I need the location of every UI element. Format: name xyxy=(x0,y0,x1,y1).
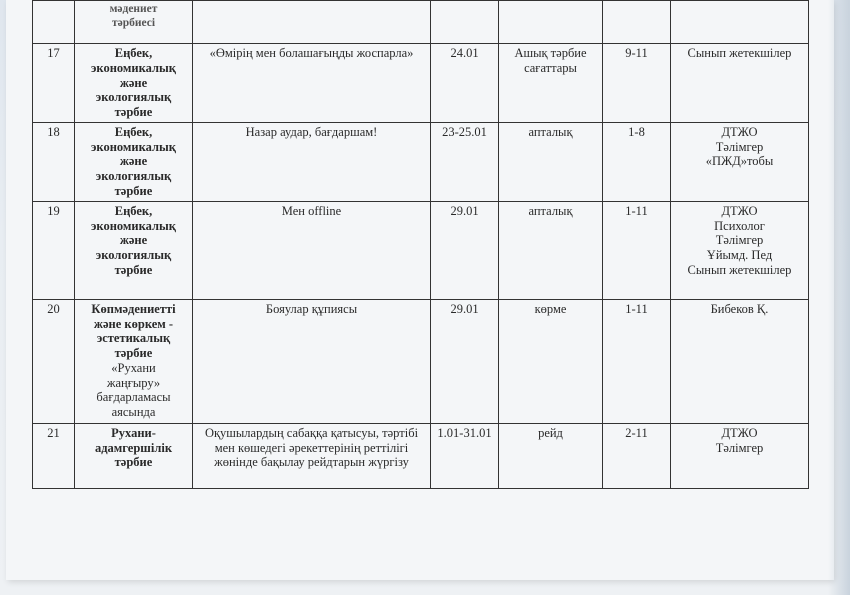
cell-responsible: Сынып жетекшілер xyxy=(671,44,809,123)
cell-num: 20 xyxy=(33,299,75,423)
table-row xyxy=(33,44,809,123)
cell-num: 17 xyxy=(33,44,75,123)
table-row xyxy=(33,299,809,423)
cell-grades: 2-11 xyxy=(603,423,671,488)
cell-form: көрме xyxy=(499,299,603,423)
cell-direction: Еңбек, экономикалық және экологиялық тәрбие xyxy=(75,201,193,299)
cell-date: 23-25.01 xyxy=(431,122,499,201)
table-row-continuation xyxy=(33,1,809,44)
cell-event: Назар аудар, бағдаршам! xyxy=(193,122,431,201)
cell-grades: 9-11 xyxy=(603,44,671,123)
cell-responsible: ДТЖО Психолог Тәлімгер Ұйымд. Пед Сынып жетекшілер xyxy=(671,201,809,299)
cell-date: 1.01-31.01 xyxy=(431,423,499,488)
cell-form: апталық xyxy=(499,122,603,201)
cell-event: Оқушылардың сабаққа қатысуы, тәртібі мен көшедегі әрекеттерінің реттілігі жөнінде бақылау рейдтарын жүргізу xyxy=(193,423,431,488)
cell-num: 19 xyxy=(33,201,75,299)
cell-grades xyxy=(603,1,671,44)
cell-grades: 1-11 xyxy=(603,201,671,299)
table-row xyxy=(33,423,809,488)
cell-num: 21 xyxy=(33,423,75,488)
table-row xyxy=(33,201,809,299)
cell-responsible: ДТЖО Тәлімгер «ПЖД»тобы xyxy=(671,122,809,201)
paper-sheet xyxy=(6,0,834,580)
cell-responsible: ДТЖО Тәлімгер xyxy=(671,423,809,488)
cell-direction: Рухани- адамгершілік тәрбие xyxy=(75,423,193,488)
cell-form: Ашық тәрбие сағаттары xyxy=(499,44,603,123)
events-table xyxy=(32,0,809,489)
table-row xyxy=(33,122,809,201)
cell-num: 18 xyxy=(33,122,75,201)
cell-grades: 1-8 xyxy=(603,122,671,201)
cell-num xyxy=(33,1,75,44)
cell-event xyxy=(193,1,431,44)
cell-date: 29.01 xyxy=(431,201,499,299)
cell-direction: Еңбек, экономикалық және экологиялық тәрбие xyxy=(75,44,193,123)
cell-date: 24.01 xyxy=(431,44,499,123)
cell-form: рейд xyxy=(499,423,603,488)
cell-event: «Өмірің мен болашағыңды жоспарла» xyxy=(193,44,431,123)
cell-event: Бояулар құпиясы xyxy=(193,299,431,423)
cell-direction: Көпмәдениетті және көркем - эстетикалық тәрбие «Рухани жаңғыру» бағдарламасы аясында xyxy=(75,299,193,423)
cell-date xyxy=(431,1,499,44)
cell-event: Мен offline xyxy=(193,201,431,299)
cell-responsible xyxy=(671,1,809,44)
cell-direction: Еңбек, экономикалық және экологиялық тәрбие xyxy=(75,122,193,201)
cell-date: 29.01 xyxy=(431,299,499,423)
page-edge-shadow xyxy=(828,0,850,595)
cell-form: апталық xyxy=(499,201,603,299)
cell-grades: 1-11 xyxy=(603,299,671,423)
cell-direction: мәдениет тәрбиесі xyxy=(75,1,193,44)
cell-responsible: Бибеков Қ. xyxy=(671,299,809,423)
cell-form xyxy=(499,1,603,44)
